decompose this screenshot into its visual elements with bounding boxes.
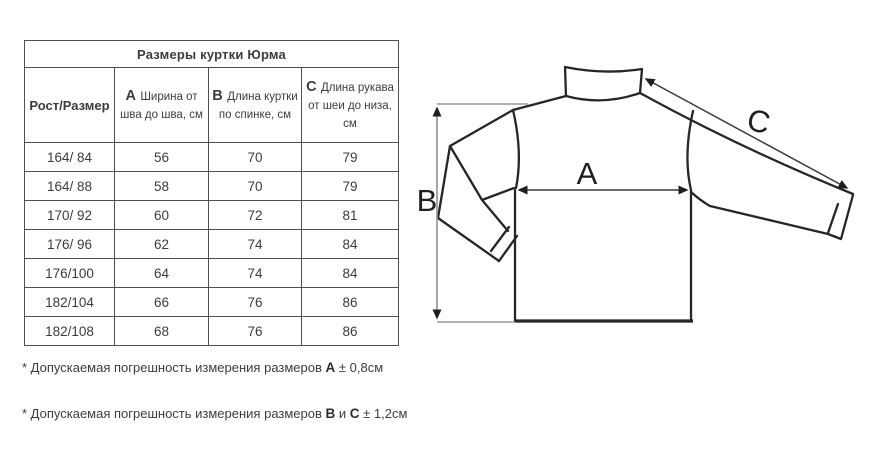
cell-size: 176/ 96 <box>25 230 115 259</box>
footnote-bc-value: ± 1,2см <box>359 406 408 421</box>
cell-size: 182/104 <box>25 288 115 317</box>
header-desc-a: Ширина от шва до шва, см <box>120 91 203 121</box>
jacket-left-sleeve <box>438 110 514 261</box>
header-letter-c: C <box>306 79 317 95</box>
cell-c: 81 <box>302 201 399 230</box>
cell-size: 170/ 92 <box>25 201 115 230</box>
footnote-a-letter: A <box>325 360 336 375</box>
header-width-a <box>115 68 209 143</box>
table-row <box>25 259 399 288</box>
cell-b: 76 <box>209 317 302 346</box>
cell-a: 60 <box>115 201 209 230</box>
cell-b: 74 <box>209 259 302 288</box>
header-sleeve-c <box>302 68 399 143</box>
jacket-left-cuff <box>491 227 517 261</box>
cell-c: 84 <box>302 259 399 288</box>
cell-c: 86 <box>302 317 399 346</box>
cell-size: 164/ 84 <box>25 143 115 172</box>
header-letter-b: B <box>212 88 223 104</box>
header-desc-b: Длина куртки по спинке, см <box>218 91 298 121</box>
jacket-collar <box>565 67 642 100</box>
footnote-bc-letter-b: B <box>325 406 336 421</box>
size-table <box>24 40 399 346</box>
jacket-left-armhole <box>513 110 519 188</box>
table-row <box>25 172 399 201</box>
cell-a: 68 <box>115 317 209 346</box>
jacket-right-cuff <box>828 195 853 239</box>
table-title-row <box>25 41 399 68</box>
table-header-row <box>25 68 399 143</box>
cell-c: 79 <box>302 172 399 201</box>
footnote-bc-letter-c: C <box>349 406 360 421</box>
footnote-bc-text: * Допускаемая погрешность измерения размеров <box>22 406 326 421</box>
cell-size: 176/100 <box>25 259 115 288</box>
jacket-right-armhole <box>687 111 693 190</box>
table-row <box>25 288 399 317</box>
footnote-tolerance-a <box>22 360 383 375</box>
cell-a: 64 <box>115 259 209 288</box>
cell-a: 66 <box>115 288 209 317</box>
cell-c: 84 <box>302 230 399 259</box>
header-size: Рост/Размер <box>25 68 115 143</box>
dim-label-c: C <box>743 101 774 142</box>
header-length-b <box>209 68 302 143</box>
cell-b: 76 <box>209 288 302 317</box>
cell-c: 86 <box>302 288 399 317</box>
cell-a: 56 <box>115 143 209 172</box>
jacket-diagram <box>405 8 875 353</box>
footnote-tolerance-bc <box>22 406 407 421</box>
footnote-a-value: ± 0,8см <box>335 360 384 375</box>
dim-label-b: B <box>416 183 438 218</box>
table-row <box>25 230 399 259</box>
dim-label-a: A <box>576 156 598 191</box>
cell-a: 58 <box>115 172 209 201</box>
header-desc-c: Длина рукава от шеи до низа, см <box>308 82 394 130</box>
footnote-a-text: * Допускаемая погрешность измерения размеров <box>22 360 326 375</box>
jacket-right-sleeve <box>640 93 853 234</box>
jacket-torso <box>515 190 691 321</box>
cell-size: 164/ 88 <box>25 172 115 201</box>
jacket-left-shoulder <box>513 96 566 110</box>
cell-c: 79 <box>302 143 399 172</box>
cell-b: 70 <box>209 143 302 172</box>
table-row <box>25 143 399 172</box>
cell-a: 62 <box>115 230 209 259</box>
cell-size: 182/108 <box>25 317 115 346</box>
table-row <box>25 201 399 230</box>
table-row <box>25 317 399 346</box>
table-title: Размеры куртки Юрма <box>25 41 399 68</box>
cell-b: 70 <box>209 172 302 201</box>
cell-b: 74 <box>209 230 302 259</box>
footnote-bc-conjunction: и <box>335 406 350 421</box>
header-letter-a: A <box>125 88 136 104</box>
cell-b: 72 <box>209 201 302 230</box>
